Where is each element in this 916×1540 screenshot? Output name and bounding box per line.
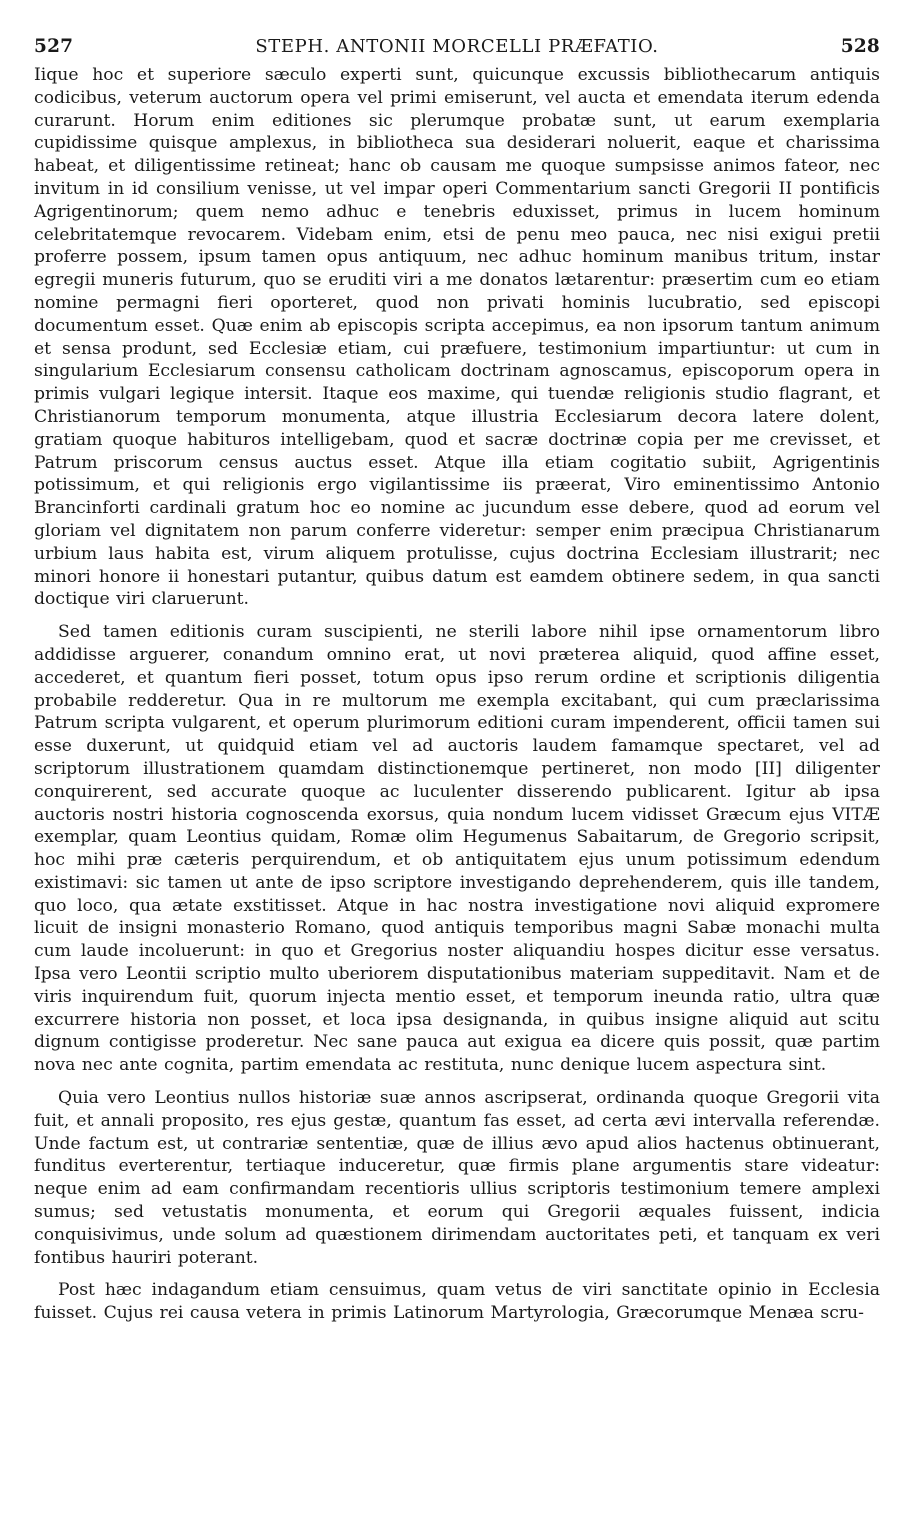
page-number-left: 527	[34, 36, 74, 57]
paragraph-3: Quia vero Leontius nullos historiæ suæ annos ascripserat, ordinanda quoque Gregorii vita fuit, et annali proposito, res ejus gestæ, quantum fas esset, ad certa ævi intervalla referendæ. Unde factum est, ut contrariæ sententiæ, quæ de illius ævo apud alios hactenus obtinuerant, funditus everterentur, tertiaque induceretur, quæ firmis plane argumentis stare videatur: neque enim ad eam confirmandam recentioris ullius scriptoris testimonium temere amplexi sumus; sed vetustatis monumenta, et eorum qui Gregorii æquales fuissent, indicia conquisivimus, unde solum ad quæstionem dirimendam auctoritates peti, et tanquam ex veri fontibus hauriri poterant.	[34, 1088, 880, 1268]
running-title: STEPH. ANTONII MORCELLI PRÆFATIO.	[255, 36, 659, 57]
paragraph-4: Post hæc indagandum etiam censuimus, quam vetus de viri sanctitate opinio in Ecclesia fuisset. Cujus rei causa vetera in primis Latinorum Martyrologia, Græcorumque Menæa scru-	[34, 1280, 880, 1324]
running-header	[34, 36, 880, 62]
page-number-right: 528	[840, 36, 880, 57]
paragraph-2: Sed tamen editionis curam suscipienti, ne sterili labore nihil ipse ornamentorum libro addidisse arguerer, conandum omnino erat, ut novi præterea aliquid, quod affine esset, accederet, et quantum fieri posset, totum opus ipso rerum ordine et scriptionis diligentia probabile redderetur. Qua in re multorum me exempla excitabant, qui cum præclarissima Patrum scripta vulgarent, et operum plurimorum editioni curam impenderent, officii tamen sui esse duxerunt, ut quidquid etiam vel ad auctoris laudem famamque spectaret, vel ad scriptorum illustrationem quamdam distinctionemque pertineret, non modo [II] diligenter conquirerent, sed accurate quoque ac luculenter disserendo publicarent. Igitur ab ipsa auctoris nostri historia cognoscenda exorsus, quia nondum lucem vidisset Græcum ejus VITÆ exemplar, quam Leontius quidam, Romæ olim Hegumenus Sabaitarum, de Gregorio scripsit, hoc mihi præ cæteris perquirendum, et ob antiquitatem ejus unum potissimum edendum existimavi: sic tamen ut ante de ipso scriptore investigando deprehenderem, quis ille tandem, quo loco, qua ætate exstitisset. Atque in hac nostra investigatione novi aliquid expromere licuit de insigni monasterio Romano, quod antiquis temporibus magni Sabæ monachi multa cum laude incoluerunt: in quo et Gregorius noster aliquandiu hospes dicitur esse versatus. Ipsa vero Leontii scriptio multo uberiorem disputationibus materiam suppeditavit. Nam et de viris inquirendum fuit, quorum injecta mentio esset, et temporum ineunda ratio, ultra quæ excurrere historia non posset, et loca ipsa designanda, in quibus insigne aliquid aut scitu dignum contigisse proderetur. Nec sane pauca aut exigua ea dicere quis possit, quæ partim nova nec ante cognita, partim emendata ac restituta, nunc denique lucem aspectura sint.	[34, 622, 880, 1076]
paragraph-1: Iique hoc et superiore sæculo experti sunt, quicunque excussis bibliothecarum antiquis codicibus, veterum auctorum opera vel primi emiserunt, vel aucta et emendata iterum edenda curarunt. Horum enim editiones sic plerumque probatæ sunt, ut earum exemplaria cupidissime quisque amplexus, in bibliotheca sua desiderari noluerit, eaque et charissima habeat, et diligentissime retineat; hanc ob causam me quoque sumpsisse animos fateor, nec invitum in id consilium venisse, ut vel impar operi Commentarium sancti Gregorii II pontificis Agrigentinorum; quem nemo adhuc e tenebris eduxisset, primus in lucem hominum celebritatemque revocarem. Videbam enim, etsi de penu meo pauca, nec nisi exigui pretii proferre possem, ipsum tamen opus antiquum, nec adhuc hominum manibus tritum, instar egregii muneris futurum, quo se eruditi viri a me donatos lætarentur: præsertim cum eo etiam nomine permagni fieri oporteret, quod non privati hominis lucubratio, sed episcopi documentum esset. Quæ enim ab episcopis scripta accepimus, ea non ipsorum tantum animum et sensa produnt, sed Ecclesiæ etiam, cui præfuere, testimonium impartiuntur: ut cum in singularium Ecclesiarum consensu catholicam doctrinam agnoscamus, episcoporum opera in primis vulgari legique intersit. Itaque eos maxime, qui tuendæ religionis studio flagrant, et Christianorum temporum monumenta, atque illustria Ecclesiarum decora latere dolent, gratiam quoque habituros intelligebam, quod et sacræ doctrinæ copia per me crevisset, et Patrum priscorum census auctus esset. Atque illa etiam cogitatio subiit, Agrigentinis potissimum, et qui religionis ergo vigilantissime iis præerat, Viro eminentissimo Antonio Brancinforti cardinali gratum hoc eo nomine ac jucundum esse debere, quod ad eorum vel gloriam vel dignitatem non parum conferre videretur: semper enim præcipua Christianarum urbium laus habita est, virum aliquem protulisse, cujus doctrina Ecclesiam illustrarit; nec minori honore ii honestari putantur, quibus datum est eamdem obtinere sedem, in qua sancti doctique viri claruerunt.	[34, 65, 880, 610]
